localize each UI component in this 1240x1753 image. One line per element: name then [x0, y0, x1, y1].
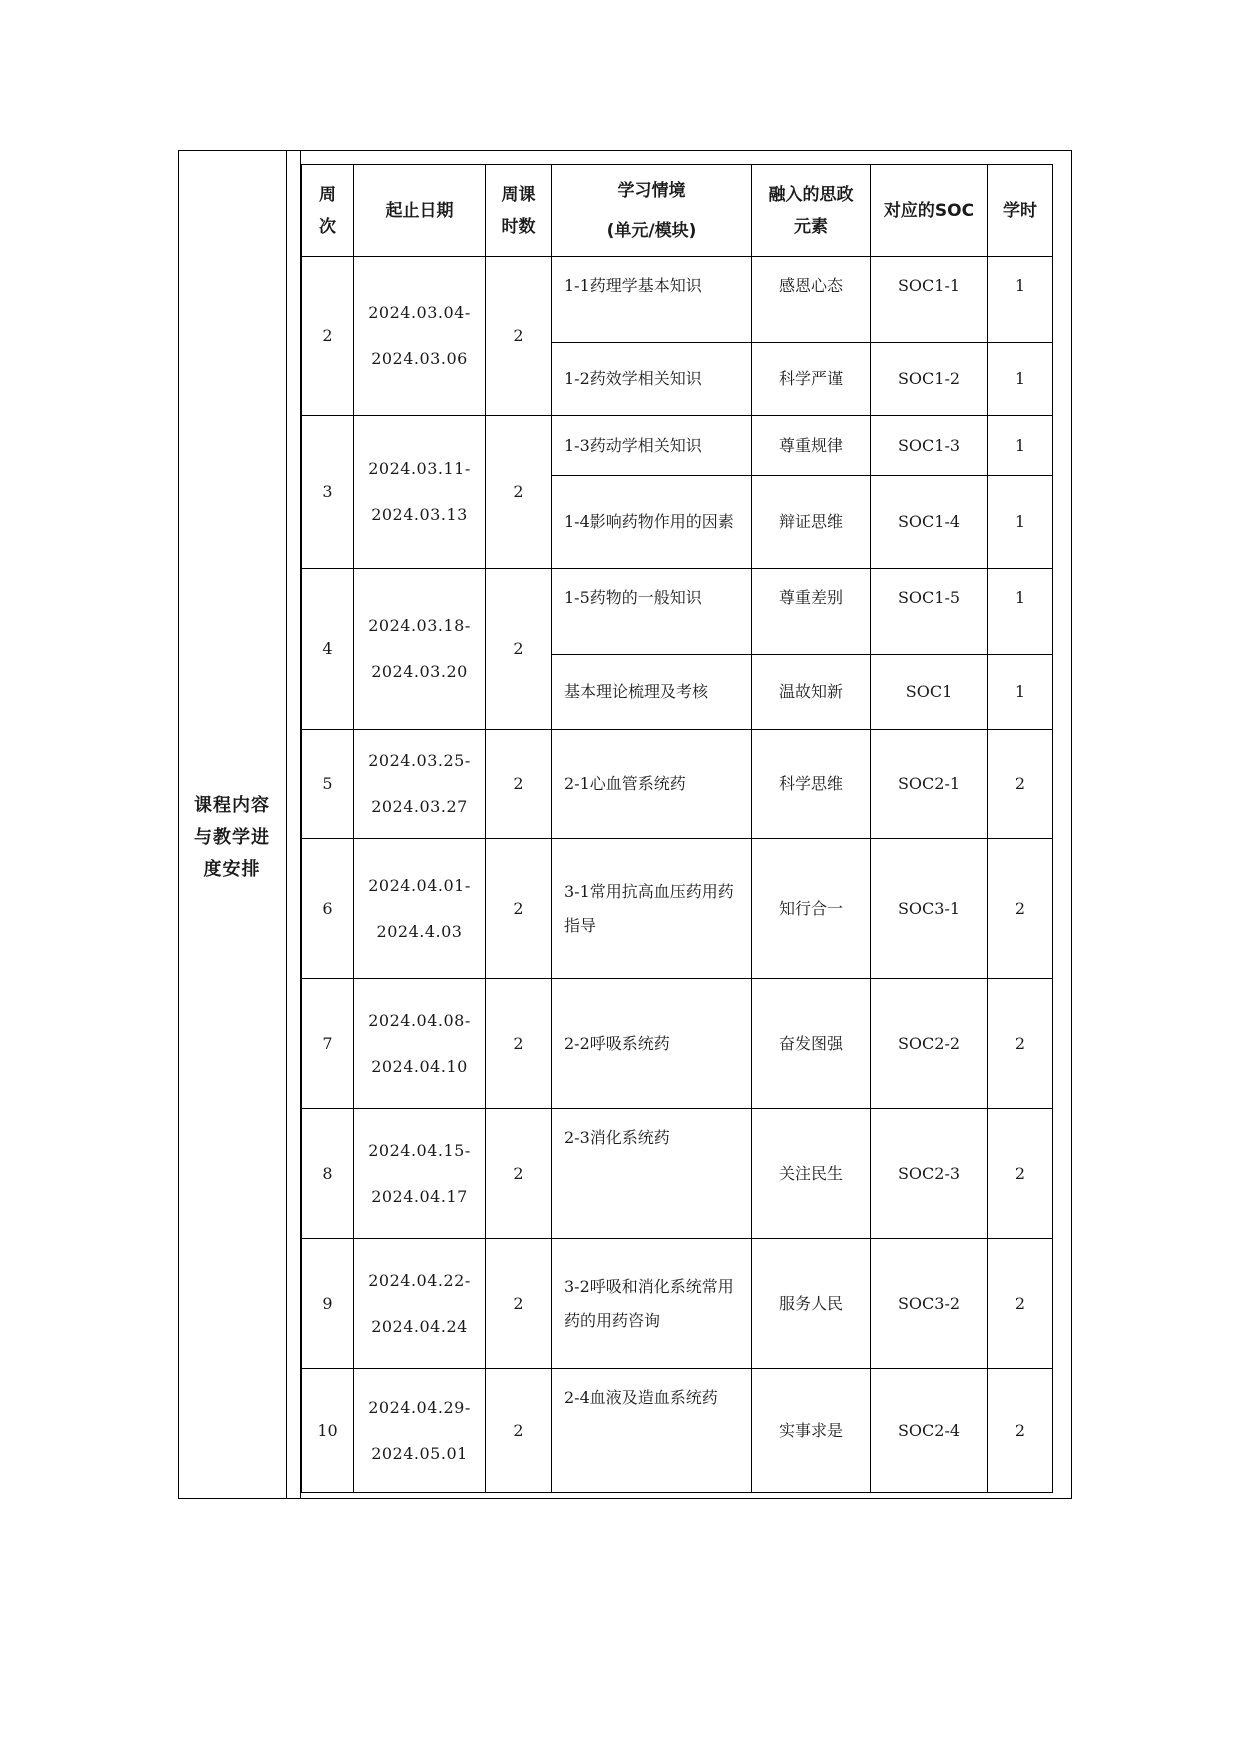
label-column-divider — [286, 150, 287, 1499]
hours-week-cell: 2 — [486, 1369, 552, 1493]
date-end: 2024.4.03 — [376, 921, 463, 941]
date-cell — [354, 1109, 486, 1239]
section-label-line: 度安排 — [203, 859, 261, 880]
header-dates: 起止日期 — [354, 165, 486, 257]
header-hours: 学时 — [988, 165, 1053, 257]
header-hours-week-line: 时数 — [501, 216, 536, 237]
ideology-cell: 科学严谨 — [752, 343, 871, 416]
ideology-cell: 尊重差别 — [752, 569, 871, 655]
topic-cell: 2-2呼吸系统药 — [552, 979, 752, 1109]
hours-week-cell: 2 — [486, 416, 552, 569]
week-cell: 4 — [302, 569, 354, 730]
topic-cell: 2-3消化系统药 — [552, 1109, 752, 1239]
ideology-cell: 温故知新 — [752, 655, 871, 730]
hours-cell: 1 — [988, 655, 1053, 730]
ideology-cell: 科学思维 — [752, 730, 871, 839]
date-cell — [354, 979, 486, 1109]
hours-week-cell: 2 — [486, 569, 552, 730]
week-cell: 5 — [302, 730, 354, 839]
hours-cell: 2 — [988, 730, 1053, 839]
ideology-cell: 服务人民 — [752, 1239, 871, 1369]
date-end: 2024.03.06 — [371, 349, 468, 368]
ideology-cell: 奋发图强 — [752, 979, 871, 1109]
header-topic-line: (单元/模块) — [606, 220, 697, 241]
hours-cell: 1 — [988, 257, 1053, 343]
date-start: 2024.03.18- — [368, 616, 471, 635]
soc-cell: SOC2-2 — [871, 979, 988, 1109]
date-cell — [354, 1239, 486, 1369]
date-cell — [354, 416, 486, 569]
hours-week-cell: 2 — [486, 979, 552, 1109]
header-soc: 对应的SOC — [871, 165, 988, 257]
hours-week-cell: 2 — [486, 730, 552, 839]
section-label — [180, 790, 284, 886]
date-start: 2024.04.29- — [368, 1397, 471, 1417]
table-row — [302, 839, 1053, 979]
topic-cell: 1-2药效学相关知识 — [552, 343, 752, 416]
section-label-line: 与教学进 — [194, 827, 270, 848]
header-ideology-line: 融入的思政 — [768, 184, 854, 205]
header-hours-week-line: 周课 — [501, 184, 536, 205]
header-week-line: 次 — [319, 216, 336, 237]
date-end: 2024.04.17 — [371, 1186, 468, 1206]
date-cell — [354, 569, 486, 730]
date-cell — [354, 257, 486, 416]
topic-cell: 1-1药理学基本知识 — [552, 257, 752, 343]
header-hours-week — [486, 165, 552, 257]
date-start: 2024.03.04- — [368, 303, 471, 322]
week-cell: 6 — [302, 839, 354, 979]
date-end: 2024.04.24 — [371, 1316, 468, 1336]
hours-cell: 1 — [988, 416, 1053, 476]
date-end: 2024.04.10 — [371, 1056, 468, 1076]
week-cell: 9 — [302, 1239, 354, 1369]
date-start: 2024.03.25- — [368, 751, 471, 770]
ideology-cell: 实事求是 — [752, 1369, 871, 1493]
ideology-cell: 尊重规律 — [752, 416, 871, 476]
table-row — [302, 569, 1053, 655]
topic-cell: 基本理论梳理及考核 — [552, 655, 752, 730]
header-topic-line: 学习情境 — [617, 180, 686, 201]
table-row — [302, 1109, 1053, 1239]
hours-cell: 2 — [988, 979, 1053, 1109]
header-row — [302, 165, 1053, 257]
soc-cell: SOC3-1 — [871, 839, 988, 979]
soc-cell: SOC1-4 — [871, 476, 988, 569]
header-ideology-line: 元素 — [794, 216, 828, 237]
table-row — [302, 730, 1053, 839]
ideology-cell: 辩证思维 — [752, 476, 871, 569]
date-start: 2024.04.15- — [368, 1140, 471, 1160]
week-cell: 8 — [302, 1109, 354, 1239]
hours-cell: 2 — [988, 1109, 1053, 1239]
topic-cell: 1-4影响药物作用的因素 — [552, 476, 752, 569]
hours-cell: 2 — [988, 839, 1053, 979]
header-week-line: 周 — [319, 184, 336, 205]
hours-cell: 1 — [988, 343, 1053, 416]
soc-cell: SOC1 — [871, 655, 988, 730]
topic-cell: 2-4血液及造血系统药 — [552, 1369, 752, 1493]
header-ideology — [752, 165, 871, 257]
section-label-line: 课程内容 — [194, 795, 270, 816]
soc-cell: SOC1-5 — [871, 569, 988, 655]
soc-cell: SOC3-2 — [871, 1239, 988, 1369]
date-cell — [354, 1369, 486, 1493]
date-cell — [354, 730, 486, 839]
date-cell — [354, 839, 486, 979]
hours-cell: 1 — [988, 476, 1053, 569]
hours-cell: 2 — [988, 1369, 1053, 1493]
table-row — [302, 979, 1053, 1109]
ideology-cell: 感恩心态 — [752, 257, 871, 343]
soc-cell: SOC2-1 — [871, 730, 988, 839]
schedule-table — [301, 164, 1053, 1493]
hours-week-cell: 2 — [486, 839, 552, 979]
week-cell: 7 — [302, 979, 354, 1109]
date-end: 2024.03.20 — [371, 662, 468, 681]
ideology-cell: 知行合一 — [752, 839, 871, 979]
topic-cell: 3-2呼吸和消化系统常用药的用药咨询 — [552, 1239, 752, 1369]
date-start: 2024.03.11- — [368, 459, 471, 478]
date-start: 2024.04.01- — [368, 875, 471, 895]
soc-cell: SOC2-3 — [871, 1109, 988, 1239]
week-cell: 2 — [302, 257, 354, 416]
date-end: 2024.03.13 — [371, 505, 468, 524]
hours-week-cell: 2 — [486, 1239, 552, 1369]
ideology-cell: 关注民生 — [752, 1109, 871, 1239]
hours-cell: 1 — [988, 569, 1053, 655]
header-week — [302, 165, 354, 257]
week-cell: 10 — [302, 1369, 354, 1493]
soc-cell: SOC1-2 — [871, 343, 988, 416]
date-start: 2024.04.22- — [368, 1270, 471, 1290]
hours-week-cell: 2 — [486, 257, 552, 416]
topic-cell: 3-1常用抗高血压药用药指导 — [552, 839, 752, 979]
topic-cell: 1-5药物的一般知识 — [552, 569, 752, 655]
header-topic — [552, 165, 752, 257]
date-start: 2024.04.08- — [368, 1010, 471, 1030]
soc-cell: SOC1-3 — [871, 416, 988, 476]
table-row — [302, 1239, 1053, 1369]
date-end: 2024.05.01 — [371, 1443, 468, 1463]
hours-cell: 2 — [988, 1239, 1053, 1369]
hours-week-cell: 2 — [486, 1109, 552, 1239]
week-cell: 3 — [302, 416, 354, 569]
soc-cell: SOC1-1 — [871, 257, 988, 343]
table-row — [302, 416, 1053, 476]
table-row — [302, 257, 1053, 343]
topic-cell: 1-3药动学相关知识 — [552, 416, 752, 476]
soc-cell: SOC2-4 — [871, 1369, 988, 1493]
table-row — [302, 1369, 1053, 1493]
date-end: 2024.03.27 — [371, 797, 468, 816]
topic-cell: 2-1心血管系统药 — [552, 730, 752, 839]
